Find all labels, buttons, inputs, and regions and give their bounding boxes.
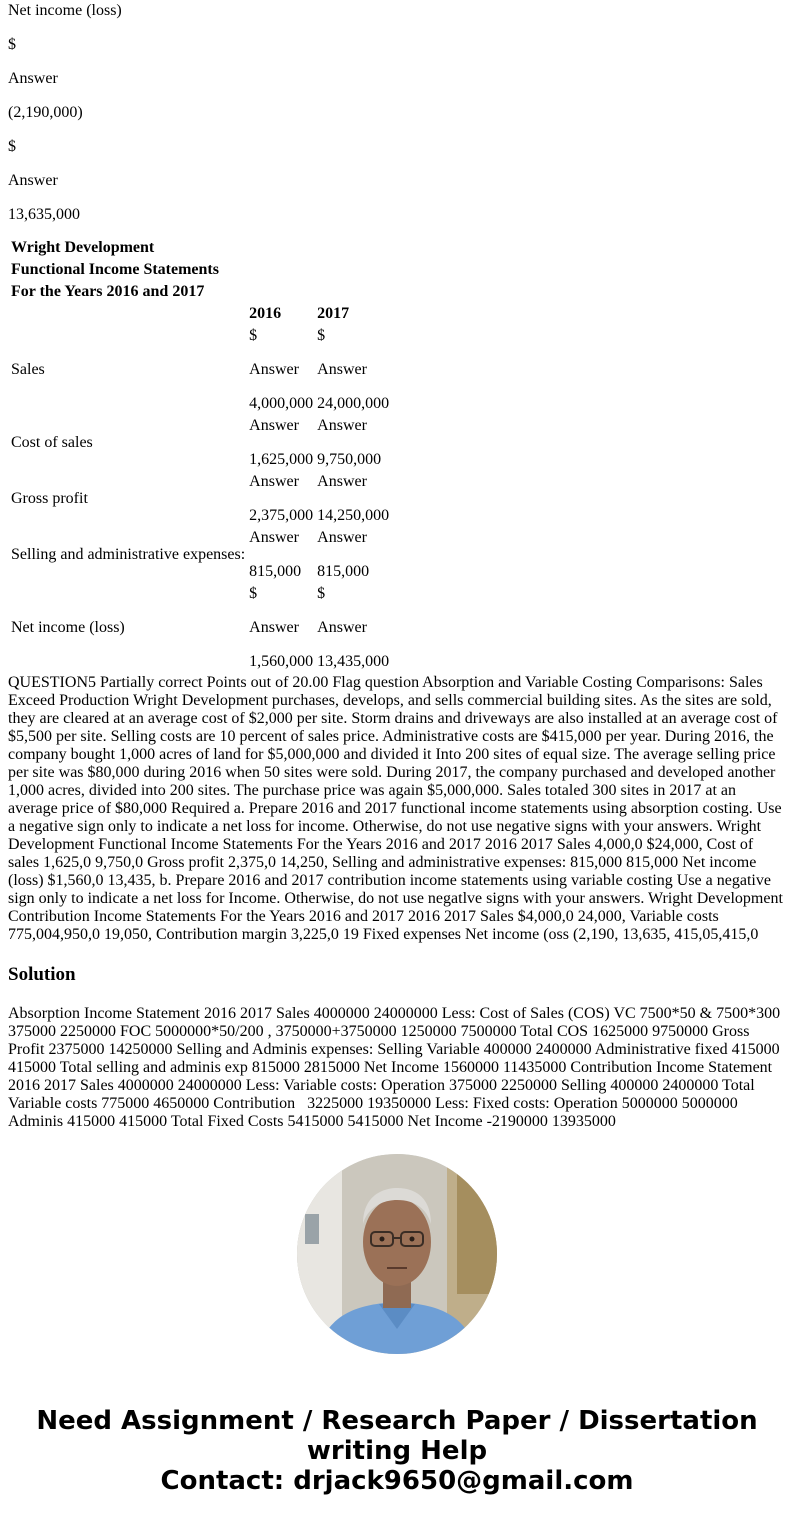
value-cell — [316, 584, 390, 672]
answer-value-2016: (2,190,000) — [8, 104, 83, 121]
answer-value-2017: 13,635,000 — [8, 206, 80, 223]
dollar-sign: $ — [317, 327, 326, 344]
row-value-2016: 1,560,000 — [249, 653, 314, 670]
answer-label: Answer — [8, 70, 58, 87]
value-cell — [248, 416, 314, 470]
row-value-2016: 2,375,000 — [249, 507, 314, 524]
table-row — [10, 416, 390, 470]
row-label: Cost of sales — [11, 434, 93, 451]
answer-label: Answer — [317, 361, 367, 378]
dollar-sign: $ — [249, 585, 258, 602]
row-label: Sales — [11, 361, 45, 378]
column-2016: 2016 — [249, 305, 282, 322]
row-label: Net income (loss) — [11, 619, 125, 636]
row-value-2017: 815,000 — [317, 563, 370, 580]
promo-line-2: writing Help — [306, 1436, 488, 1466]
page-content — [0, 2, 794, 1131]
value-cell — [316, 472, 390, 526]
dollar-sign: $ — [249, 327, 258, 344]
value-cell — [248, 326, 314, 414]
row-value-2016: 815,000 — [249, 563, 302, 580]
answer-label: Answer — [249, 619, 299, 636]
value-cell — [248, 584, 314, 672]
answer-label: Answer — [317, 417, 367, 434]
functional-income-statement — [8, 236, 392, 674]
dollar-sign: $ — [8, 36, 16, 53]
answer-label: Answer — [249, 361, 299, 378]
company-name: Wright Development — [11, 239, 155, 256]
answer-label: Answer — [317, 619, 367, 636]
answer-label: Answer — [249, 473, 299, 490]
blank-header-cell — [10, 304, 246, 324]
row-value-2016: 4,000,000 — [249, 395, 314, 412]
answer-label: Answer — [317, 473, 367, 490]
column-2017: 2017 — [317, 305, 350, 322]
statement-title: Functional Income Statements — [11, 261, 219, 278]
row-label: Gross profit — [11, 490, 88, 507]
dollar-sign: $ — [317, 585, 326, 602]
value-cell — [248, 528, 314, 582]
table-row — [10, 472, 390, 526]
dollar-sign: $ — [8, 138, 16, 155]
row-value-2017: 13,435,000 — [317, 653, 390, 670]
net-income-label: Net income (loss) — [8, 2, 122, 19]
promo-banner — [0, 1406, 794, 1496]
table-row — [10, 326, 390, 414]
value-cell — [316, 416, 390, 470]
row-value-2016: 1,625,000 — [249, 451, 314, 468]
answer-label: Answer — [249, 529, 299, 546]
answer-label: Answer — [249, 417, 299, 434]
value-cell — [248, 472, 314, 526]
answer-label: Answer — [8, 172, 58, 189]
avatar — [297, 1154, 497, 1354]
avatar-portrait-icon — [297, 1154, 497, 1354]
row-label: Selling and administrative expenses: — [11, 546, 246, 563]
row-value-2017: 24,000,000 — [317, 395, 390, 412]
table-row — [10, 528, 390, 582]
value-cell — [316, 326, 390, 414]
solution-text: Absorption Income Statement 2016 2017 Sales 4000000 24000000 Less: Cost of Sales (COS) VC 7500*50 & 7500*300 375000 2250000 FOC 5000000*50/200 , 3750000+3750000 1250000 7500000 Total COS 1625000 9750000 Gross Profit 2375000 14250000 Selling and Adminis expenses: Selling Variable 400000 2400000 Administrative fixed 415000 415000 Total selling and adminis exp 815000 2815000 Net Income 1560000 11435000 Contribution Income Statement 2016 2017 Sales 4000000 24000000 Less: Variable costs: Operation 375000 2250000 Selling 400000 2400000 Total Variable costs 775000 4650000 Contribution 3225000 19350000 Less: Fixed costs: Operation 5000000 5000000 Adminis 415000 415000 Total Fixed Costs 5415000 5415000 Net Income -2190000 13935000 — [8, 1005, 781, 1130]
row-value-2017: 14,250,000 — [317, 507, 390, 524]
statement-period: For the Years 2016 and 2017 — [11, 283, 205, 300]
value-cell — [316, 528, 390, 582]
question-text: QUESTION5 Partially correct Points out of 20.00 Flag question Absorption and Variable Costing Comparisons: Sales Exceed Production Wright Development purchases, develops, and sells commercial building sites. As the sites are sold, they are cleared at an average cost of $2,000 per site. Storm drains and driveways are also installed at an average cost of $5,500 per site. Selling costs are 10 percent of sales price. Administrative costs are $415,000 per year. During 2016, the company bought 1,000 acres of land for $5,000,000 and divided it Into 200 sites of equal size. The average selling price per site was $80,000 during 2016 when 50 sites were sold. During 2017, the company purchased and developed another 1,000 acres, divided into 200 sites. The purchase price was again $5,000,000. Sales totaled 300 sites in 2017 at an average price of $80,000 Required a. Prepare 2016 and 2017 functional income statements using absorption costing. Use a negative sign only to indicate a net loss for income. Otherwise, do not use negative signs with your answers. Wright Development Functional Income Statements For the Years 2016 and 2017 2016 2017 Sales 4,000,0 $24,000, Cost of sales 1,625,0 9,750,0 Gross profit 2,375,0 14,250, Selling and administrative expenses: 815,000 815,000 Net income (loss) $1,560,0 13,435, b. Prepare 2016 and 2017 contribution income statements using variable costing Use a negative sign only to indicate a net loss for Income. Otherwise, do not use negatlve signs with your answers. Wright Development Contribution Income Statements For the Years 2016 and 2017 2016 2017 Sales $4,000,0 24,000, Variable costs 775,004,950,0 19,050, Contribution margin 3,225,0 19 Fixed expenses Net income (oss (2,190, 13,635, 415,05,415,0 — [8, 674, 783, 943]
solution-heading: Solution — [8, 964, 76, 985]
promo-contact[interactable]: Contact: drjack9650@gmail.com — [160, 1466, 634, 1496]
promo-line-1: Need Assignment / Research Paper / Dissertation — [36, 1406, 758, 1436]
row-value-2017: 9,750,000 — [317, 451, 382, 468]
table-row — [10, 584, 390, 672]
answer-label: Answer — [317, 529, 367, 546]
